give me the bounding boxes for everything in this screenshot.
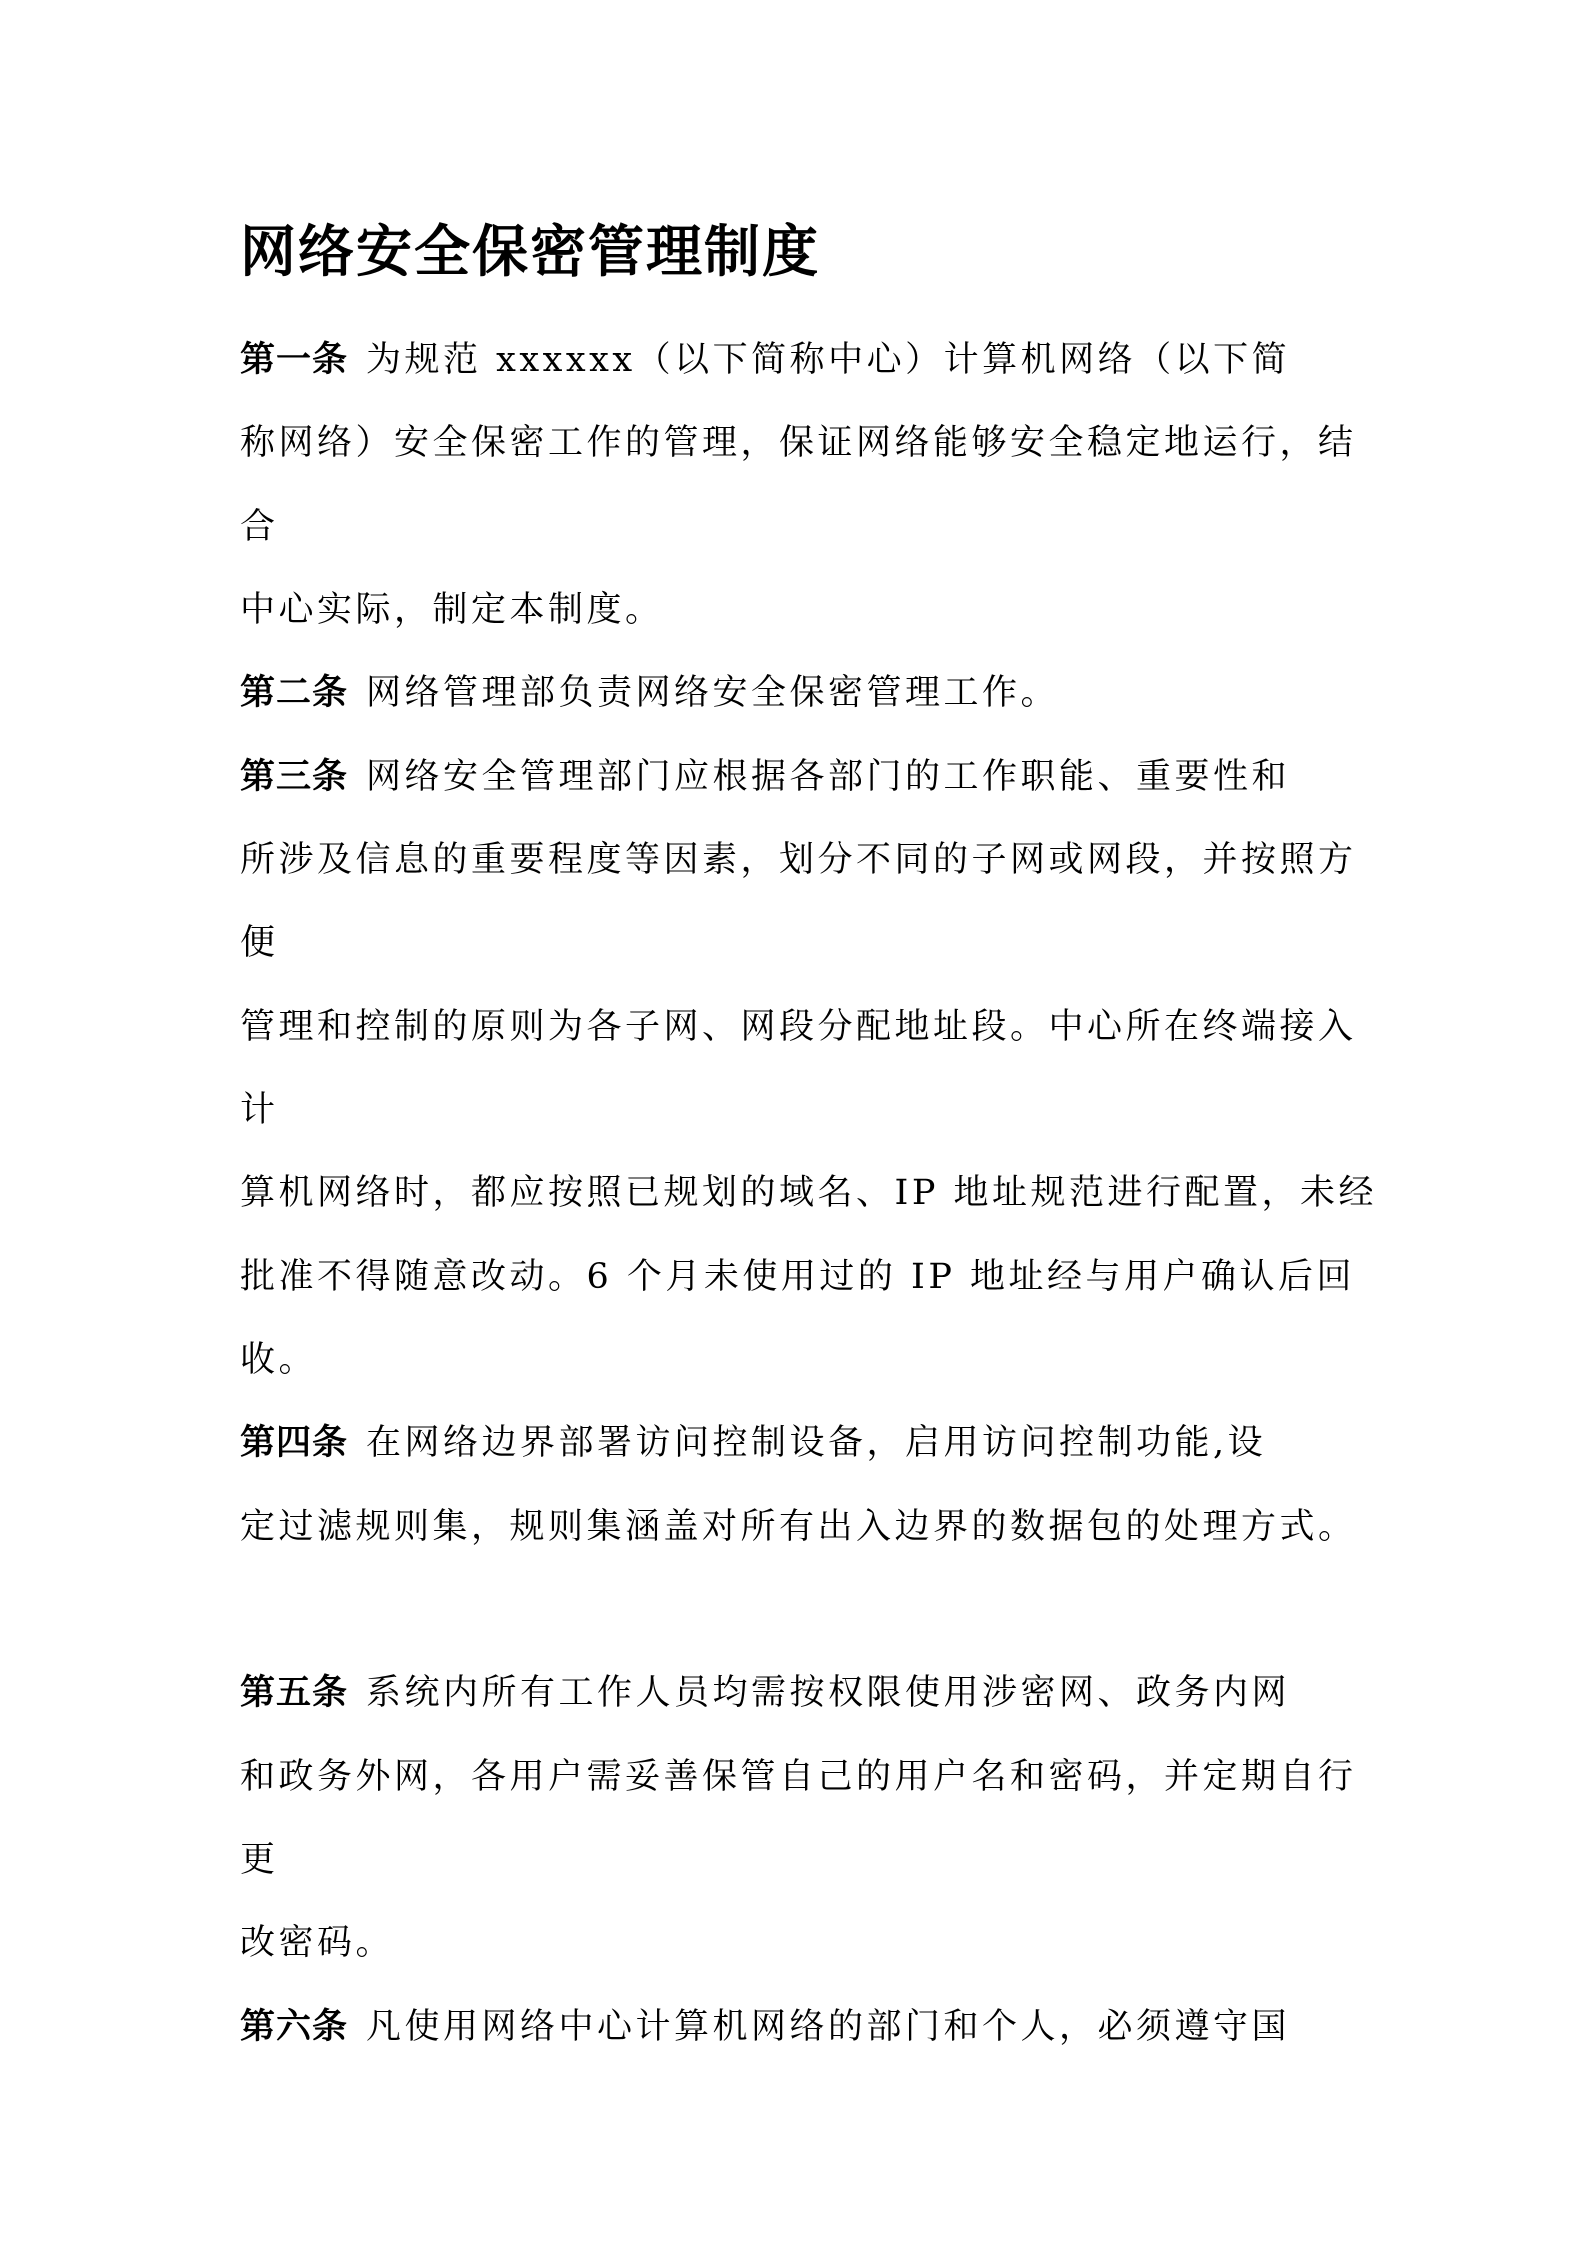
article-3-line-6: 算机网络时，都应按照已规划的域名、IP 地址规范进行配置，未经: [240, 1173, 1378, 1213]
article-5-line-3: 更: [240, 1840, 279, 1880]
article-3-line-8: 收。: [240, 1340, 318, 1380]
article-6-text: 凡使用网络中心计算机网络的部门和个人，必须遵守国: [366, 2007, 1291, 2047]
article-4-text: 在网络边界部署访问控制设备，启用访问控制功能,设: [366, 1423, 1267, 1463]
article-3-text: 网络安全管理部门应根据各部门的工作职能、重要性和: [366, 757, 1291, 797]
article-3-line-7: 批准不得随意改动。6 个月未使用过的 IP 地址经与用户确认后回: [240, 1257, 1356, 1297]
article-4-line-1: [240, 1420, 1266, 1466]
article-3-line-1: [240, 754, 1290, 800]
article-1-line-4: 中心实际，制定本制度。: [240, 590, 664, 630]
article-5-line-1: [240, 1670, 1290, 1716]
article-1-text: 为规范 xxxxxx（以下简称中心）计算机网络（以下简: [366, 340, 1291, 380]
article-2-text: 网络管理部负责网络安全保密管理工作。: [366, 673, 1060, 713]
article-5-line-2: 和政务外网，各用户需妥善保管自己的用户名和密码，并定期自行: [240, 1757, 1357, 1797]
article-6-line-1: [240, 2004, 1290, 2050]
article-6-label: 第六条: [240, 2007, 349, 2047]
article-2-line-1: [240, 670, 1059, 716]
article-5-line-4: 改密码。: [240, 1923, 395, 1963]
article-3-line-5: 计: [240, 1090, 279, 1130]
article-1-line-2: 称网络）安全保密工作的管理，保证网络能够安全稳定地运行，结: [240, 423, 1357, 463]
article-3-line-2: 所涉及信息的重要程度等因素，划分不同的子网或网段，并按照方: [240, 840, 1357, 880]
article-3-line-4: 管理和控制的原则为各子网、网段分配地址段。中心所在终端接入: [240, 1007, 1357, 1047]
document-title: 网络安全保密管理制度: [240, 220, 820, 285]
article-1-line-3: 合: [240, 507, 279, 547]
article-2-label: 第二条: [240, 673, 349, 713]
article-4-line-2: 定过滤规则集，规则集涵盖对所有出入边界的数据包的处理方式。: [240, 1507, 1357, 1547]
article-1-label: 第一条: [240, 340, 349, 380]
article-5-label: 第五条: [240, 1673, 349, 1713]
article-3-label: 第三条: [240, 757, 349, 797]
article-1-line-1: [240, 337, 1290, 383]
article-4-label: 第四条: [240, 1423, 349, 1463]
article-3-line-3: 便: [240, 923, 279, 963]
article-5-text: 系统内所有工作人员均需按权限使用涉密网、政务内网: [366, 1673, 1291, 1713]
